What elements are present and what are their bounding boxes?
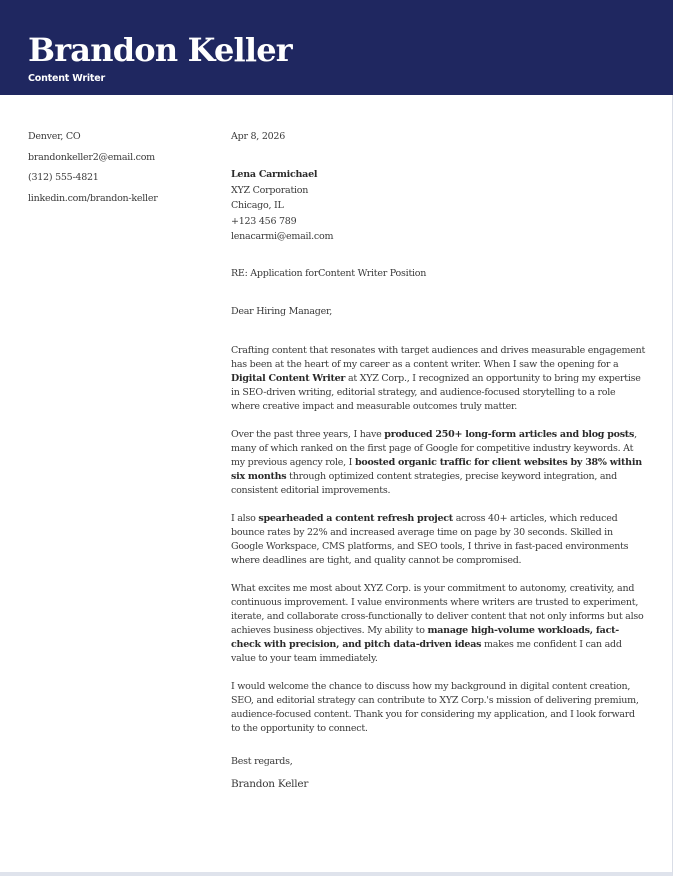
paragraph-text: through optimized content strategies, precise keyword integration, and consistent editorial improvements.	[231, 470, 617, 496]
contact-location: Denver, CO	[28, 131, 81, 142]
contact-phone: (312) 555-4821	[28, 172, 99, 183]
letter-paragraph	[231, 582, 646, 666]
contact-linkedin: linkedin.com/brandon-keller	[28, 192, 158, 204]
emphasis-text: manage high-volume workloads, fact-check with precision, and pitch data-driven ideas	[231, 624, 619, 650]
signature: Brandon Keller	[231, 777, 309, 790]
paragraph-text: What excites me most about XYZ Corp. is your commitment to autonomy, creativity, and continuous improvement. I value environments where writers are trusted to experiment, iterate, and collaborate cross-functionally to deliver content that not only informs but also achieves business objectives. My ability to	[231, 582, 644, 636]
applicant-role: Content Writer	[28, 73, 105, 84]
recipient-email: lenacarmi@email.com	[231, 231, 334, 242]
contact-email: brandonkeller2@email.com	[28, 151, 155, 163]
paragraph-text: , many of which ranked on the first page of Google for competitive industry keywords. At my previous agency role, I	[231, 428, 637, 468]
closing: Best regards,	[231, 755, 293, 767]
emphasis-text: spearheaded a content refresh project	[258, 512, 453, 524]
letter-date: Apr 8, 2026	[231, 131, 286, 142]
paragraph-text: I would welcome the chance to discuss how my background in digital content creation, SEO, and editorial strategy can contribute to XYZ Corp.'s mission of delivering premium, audience-focused content. Thank you for considering my application, and I look forward to the opportunity to connect.	[231, 680, 639, 734]
paragraph-text: makes me confident I can add value to your team immediately.	[231, 638, 622, 664]
applicant-name: Brandon Keller	[28, 31, 292, 69]
emphasis-text: Digital Content Writer	[231, 372, 346, 384]
recipient-location: Chicago, IL	[231, 200, 284, 211]
paragraph-text: across 40+ articles, which reduced bounce rates by 22% and increased average time on page by 30 seconds. Skilled in Google Workspace, CMS platforms, and SEO tools, I thrive in fast-paced environments where deadlines are tight, and quality cannot be compromised.	[231, 512, 629, 566]
recipient-name: Lena Carmichael	[231, 169, 318, 180]
letter-paragraph	[231, 428, 646, 498]
paragraph-text: Crafting content that resonates with target audiences and drives measurable engagement has been at the heart of my career as a content writer. When I saw the opening for a	[231, 344, 646, 370]
header-banner	[0, 0, 673, 95]
paragraph-text: I also	[231, 512, 259, 524]
paragraph-text: Over the past three years, I have	[231, 428, 385, 440]
contact-sidebar	[28, 127, 218, 209]
emphasis-text: produced 250+ long-form articles and blog posts	[384, 428, 635, 440]
letter-paragraph	[231, 344, 646, 414]
subject-line: RE: Application forContent Writer Position	[231, 267, 427, 279]
recipient-phone: +123 456 789	[231, 215, 297, 227]
greeting: Dear Hiring Manager,	[231, 305, 332, 317]
recipient-block	[231, 167, 646, 245]
letter-paragraph	[231, 680, 646, 736]
letter-paragraphs	[231, 344, 646, 736]
paragraph-text: at XYZ Corp., I recognized an opportunity to bring my expertise in SEO-driven writing, editorial strategy, and audience-focused storytelling to a role where creative impact and measurable outcomes truly matter.	[231, 372, 641, 412]
emphasis-text: boosted organic traffic for client websites by 38% within six months	[231, 456, 642, 482]
letter-body	[231, 128, 646, 791]
letter-paragraph	[231, 512, 646, 568]
recipient-company: XYZ Corporation	[231, 184, 309, 196]
